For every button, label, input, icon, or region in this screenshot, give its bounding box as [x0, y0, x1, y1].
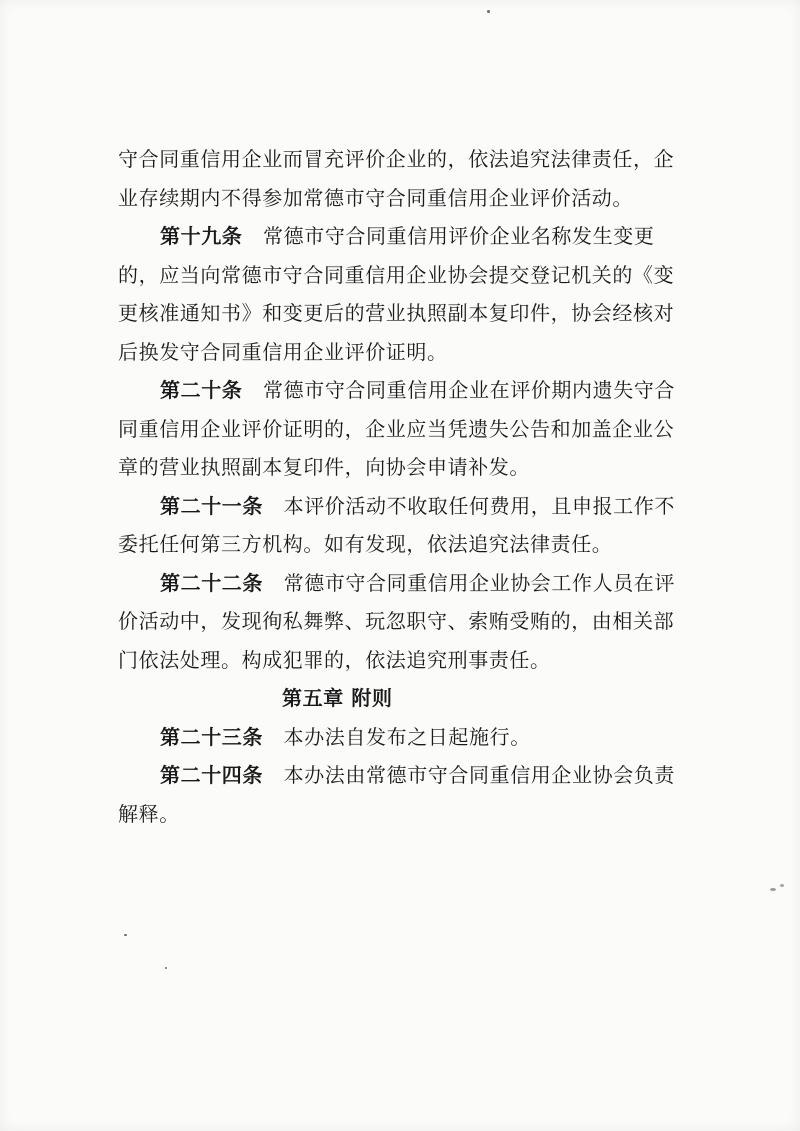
article-22-first-line [118, 564, 698, 603]
body-line: 同重信用企业评价证明的，企业应当凭遗失公告和加盖企业公 [118, 416, 675, 441]
article-19-text: 常德市守合同重信用评价企业名称发生变更 [263, 224, 655, 248]
body-line: 价活动中，发现徇私舞弊、玩忽职守、索贿受贿的，由相关部 [118, 609, 675, 633]
article-21-first-line [118, 487, 698, 526]
body-line: 守合同重信用企业而冒充评价企业的，依法追究法律责任，企 [118, 147, 675, 171]
article-22-text: 常德市守合同重信用企业协会工作人员在评 [283, 570, 676, 595]
scan-speck [487, 10, 490, 13]
body-line: 委托任何第三方机构。如有发现，依法追究法律责任。 [118, 532, 613, 556]
body-line: 门依法处理。构成犯罪的，依法追究刑事责任。 [118, 647, 551, 672]
body-line: 的，应当向常德市守合同重信用企业协会提交登记机关的《变 [118, 262, 675, 287]
article-20-text: 常德市守合同重信用企业在评价期内遗失守合 [263, 378, 676, 402]
body-line: 更核准通知书》和变更后的营业执照副本复印件，协会经核对 [118, 301, 675, 325]
article-24-first-line [118, 756, 698, 795]
article-22-heading: 第二十二条 [160, 570, 263, 595]
article-24-heading: 第二十四条 [160, 763, 263, 787]
article-19-first-line [118, 217, 698, 256]
body-line: 章的营业执照副本复印件，向协会申请补发。 [118, 455, 530, 479]
article-23-first-line [118, 718, 698, 757]
article-24-text: 本办法由常德市守合同重信用企业协会负责 [283, 763, 676, 787]
body-line: 后换发守合同重信用企业评价证明。 [118, 339, 448, 364]
body-line: 解释。 [118, 801, 180, 826]
scan-speck [124, 934, 127, 936]
document-body [118, 140, 698, 833]
scan-speck [780, 884, 784, 887]
scan-speck [770, 888, 776, 891]
article-19-heading: 第十九条 [160, 224, 243, 248]
article-23-text: 本办法自发布之日起施行。 [283, 724, 531, 749]
article-20-first-line [118, 371, 698, 410]
article-21-heading: 第二十一条 [160, 493, 263, 518]
chapter-title: 第五章 附则 [282, 686, 393, 710]
body-line: 业存续期内不得参加常德市守合同重信用企业评价活动。 [118, 185, 633, 210]
article-21-text: 本评价活动不收取任何费用，且申报工作不 [283, 493, 676, 518]
article-23-heading: 第二十三条 [160, 724, 263, 749]
scan-speck [165, 967, 167, 969]
article-20-heading: 第二十条 [160, 378, 243, 402]
